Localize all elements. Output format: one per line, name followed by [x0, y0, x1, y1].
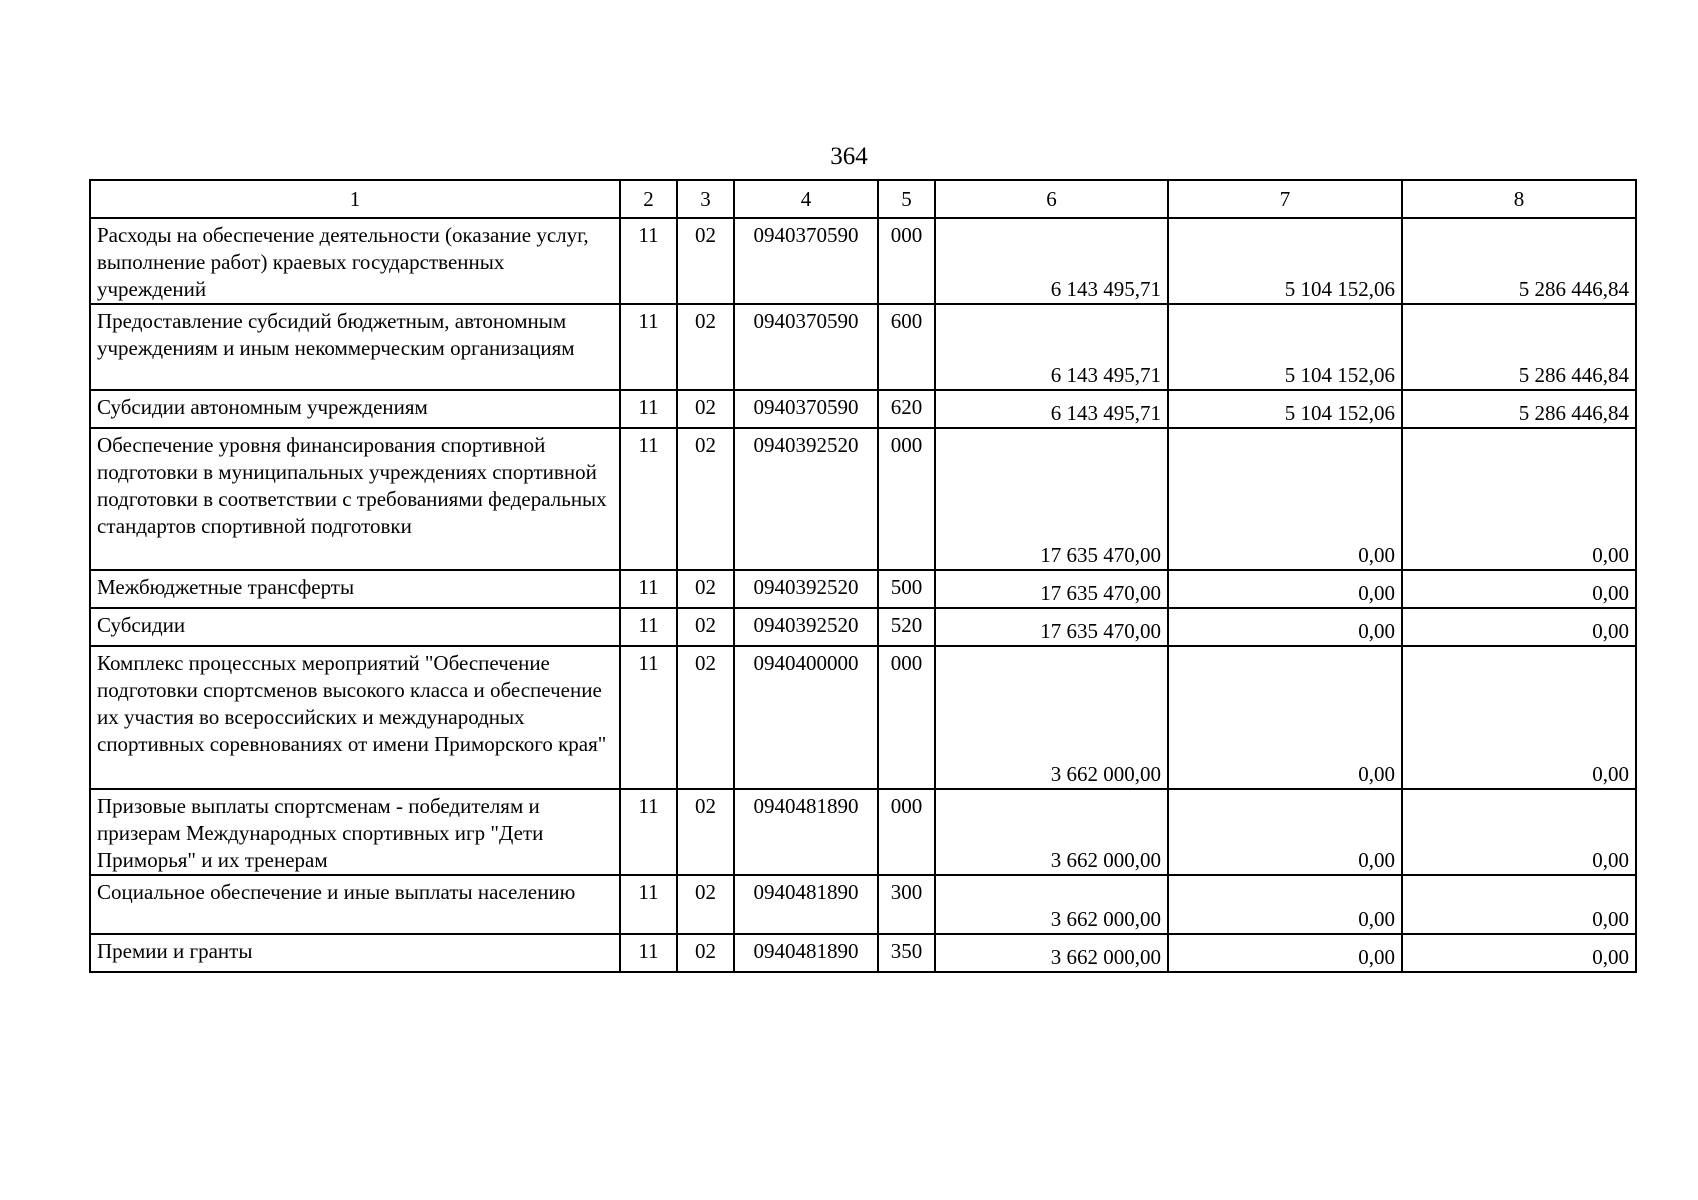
expense-type-code: 000	[878, 428, 935, 570]
subsection-code: 02	[677, 646, 734, 789]
table-row	[90, 304, 1636, 390]
table-row	[90, 570, 1636, 608]
subsection-code: 02	[677, 875, 734, 934]
target-article-code: 0940370590	[734, 390, 878, 428]
amount-col8: 0,00	[1402, 646, 1636, 789]
subsection-code: 02	[677, 608, 734, 646]
amount-col6: 3 662 000,00	[935, 875, 1168, 934]
table-row	[90, 608, 1636, 646]
subsection-code: 02	[677, 789, 734, 875]
amount-col6: 6 143 495,71	[935, 218, 1168, 304]
section-code: 11	[620, 304, 677, 390]
row-name: Социальное обеспечение и иные выплаты населению	[90, 875, 620, 934]
amount-col8: 5 286 446,84	[1402, 218, 1636, 304]
section-code: 11	[620, 570, 677, 608]
section-code: 11	[620, 428, 677, 570]
target-article-code: 0940392520	[734, 608, 878, 646]
amount-col6: 17 635 470,00	[935, 570, 1168, 608]
amount-col7: 5 104 152,06	[1168, 218, 1402, 304]
column-header: 7	[1168, 180, 1402, 218]
table-row	[90, 934, 1636, 972]
table-row	[90, 875, 1636, 934]
column-header: 2	[620, 180, 677, 218]
amount-col6: 17 635 470,00	[935, 428, 1168, 570]
column-header: 3	[677, 180, 734, 218]
amount-col8: 5 286 446,84	[1402, 304, 1636, 390]
row-name: Премии и гранты	[90, 934, 620, 972]
subsection-code: 02	[677, 428, 734, 570]
row-name: Комплекс процессных мероприятий "Обеспечение подготовки спортсменов высокого класса и обеспечение их участия во всероссийских и международных спортивных соревнованиях от имени Приморского края"	[90, 646, 620, 789]
budget-table	[89, 179, 1637, 973]
column-header: 8	[1402, 180, 1636, 218]
column-header: 5	[878, 180, 935, 218]
amount-col6: 3 662 000,00	[935, 789, 1168, 875]
table-row	[90, 428, 1636, 570]
amount-col7: 0,00	[1168, 428, 1402, 570]
target-article-code: 0940370590	[734, 304, 878, 390]
subsection-code: 02	[677, 390, 734, 428]
section-code: 11	[620, 646, 677, 789]
table-row	[90, 390, 1636, 428]
expense-type-code: 000	[878, 218, 935, 304]
amount-col7: 0,00	[1168, 875, 1402, 934]
section-code: 11	[620, 218, 677, 304]
subsection-code: 02	[677, 218, 734, 304]
amount-col7: 5 104 152,06	[1168, 304, 1402, 390]
header-row	[90, 180, 1636, 218]
amount-col7: 0,00	[1168, 608, 1402, 646]
row-name: Обеспечение уровня финансирования спортивной подготовки в муниципальных учреждениях спортивной подготовки в соответствии с требованиями федеральных стандартов спортивной подготовки	[90, 428, 620, 570]
subsection-code: 02	[677, 934, 734, 972]
target-article-code: 0940481890	[734, 875, 878, 934]
row-name: Предоставление субсидий бюджетным, автономным учреждениям и иным некоммерческим организациям	[90, 304, 620, 390]
expense-type-code: 620	[878, 390, 935, 428]
row-name: Субсидии	[90, 608, 620, 646]
section-code: 11	[620, 875, 677, 934]
subsection-code: 02	[677, 304, 734, 390]
amount-col6: 6 143 495,71	[935, 304, 1168, 390]
amount-col8: 0,00	[1402, 570, 1636, 608]
amount-col7: 0,00	[1168, 646, 1402, 789]
amount-col6: 6 143 495,71	[935, 390, 1168, 428]
amount-col6: 3 662 000,00	[935, 646, 1168, 789]
amount-col7: 0,00	[1168, 570, 1402, 608]
expense-type-code: 520	[878, 608, 935, 646]
expense-type-code: 350	[878, 934, 935, 972]
expense-type-code: 300	[878, 875, 935, 934]
amount-col7: 0,00	[1168, 934, 1402, 972]
target-article-code: 0940481890	[734, 789, 878, 875]
page-number: 364	[830, 143, 868, 170]
section-code: 11	[620, 390, 677, 428]
table-row	[90, 789, 1636, 875]
column-header: 4	[734, 180, 878, 218]
amount-col6: 17 635 470,00	[935, 608, 1168, 646]
table-row	[90, 218, 1636, 304]
amount-col8: 0,00	[1402, 789, 1636, 875]
target-article-code: 0940400000	[734, 646, 878, 789]
expense-type-code: 600	[878, 304, 935, 390]
row-name: Субсидии автономным учреждениям	[90, 390, 620, 428]
section-code: 11	[620, 608, 677, 646]
target-article-code: 0940392520	[734, 570, 878, 608]
amount-col8: 0,00	[1402, 875, 1636, 934]
target-article-code: 0940481890	[734, 934, 878, 972]
subsection-code: 02	[677, 570, 734, 608]
amount-col8: 5 286 446,84	[1402, 390, 1636, 428]
amount-col8: 0,00	[1402, 608, 1636, 646]
target-article-code: 0940370590	[734, 218, 878, 304]
amount-col8: 0,00	[1402, 428, 1636, 570]
expense-type-code: 000	[878, 646, 935, 789]
amount-col7: 5 104 152,06	[1168, 390, 1402, 428]
column-header: 6	[935, 180, 1168, 218]
amount-col8: 0,00	[1402, 934, 1636, 972]
amount-col7: 0,00	[1168, 789, 1402, 875]
expense-type-code: 500	[878, 570, 935, 608]
table-row	[90, 646, 1636, 789]
target-article-code: 0940392520	[734, 428, 878, 570]
row-name: Расходы на обеспечение деятельности (оказание услуг, выполнение работ) краевых государственных учреждений	[90, 218, 620, 304]
row-name: Межбюджетные трансферты	[90, 570, 620, 608]
section-code: 11	[620, 934, 677, 972]
amount-col6: 3 662 000,00	[935, 934, 1168, 972]
expense-type-code: 000	[878, 789, 935, 875]
row-name: Призовые выплаты спортсменам - победителям и призерам Международных спортивных игр "Дети Приморья" и их тренерам	[90, 789, 620, 875]
section-code: 11	[620, 789, 677, 875]
column-header: 1	[90, 180, 620, 218]
